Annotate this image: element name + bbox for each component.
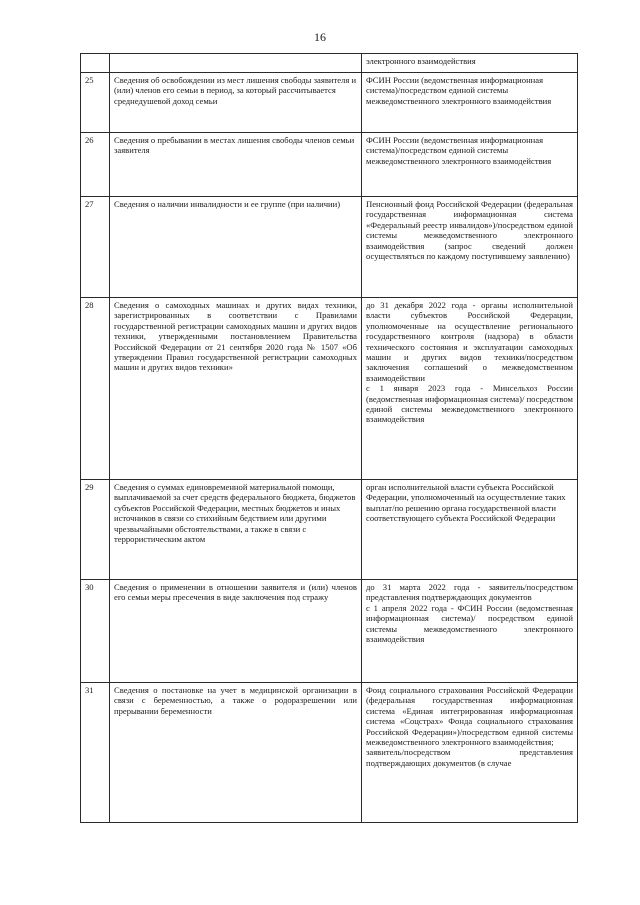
- record-name: Сведения о суммах единовременной материальной помощи, выплачиваемой за счет средств федерального бюджета, бюджетов субъектов Российской Федерации, местных бюджетов и иных источников в связи со стихийным бедствием или другими чрезвычайными обстоятельствами, а также в связи с террористическим актом: [110, 480, 362, 580]
- row-number: 31: [81, 683, 110, 823]
- record-name: Сведения о самоходных машинах и других видах техники, зарегистрированных в соответствии с Правилами государственной регистрации самоходных машин и других видов техники, утвержденными постановлением Правительства Российской Федерации от 21 сентября 2020 года № 1507 «Об утверждении Правил государственной регистрации самоходных машин и других видов техники»: [110, 298, 362, 480]
- table-row: [81, 197, 578, 298]
- record-source: [362, 298, 578, 480]
- source-text: орган исполнительной власти субъекта Российской Федерации, уполномоченный на осуществление таких выплат/по решению органа государственной власти соответствующего субъекта Российской Федерации: [366, 482, 566, 524]
- row-number: 28: [81, 298, 110, 480]
- record-source: [362, 480, 578, 580]
- row-number: 30: [81, 580, 110, 683]
- row-number: 25: [81, 73, 110, 133]
- record-name: Сведения о наличии инвалидности и ее группе (при наличии): [110, 197, 362, 298]
- table-row: [81, 73, 578, 133]
- table-row: [81, 54, 578, 73]
- record-name: Сведения о применении в отношении заявителя и (или) членов его семьи меры пресечения в виде заключения под стражу: [110, 580, 362, 683]
- record-name: Сведения о пребывании в местах лишения свободы членов семьи заявителя: [110, 133, 362, 197]
- source-text: с 1 апреля 2022 года - ФСИН России (ведомственная информационная система)/ посредством единой системы межведомственного электронного взаимодействия: [366, 602, 573, 645]
- source-text: с 1 января 2023 года - Минсельхоз России (ведомственная информационная система)/ посредством единой системы межведомственного электронного взаимодействия: [366, 383, 573, 425]
- source-text: до 31 марта 2022 года - заявитель/посредством представления подтверждающих документов: [366, 582, 573, 603]
- record-source: [362, 197, 578, 298]
- record-name: [110, 54, 362, 73]
- row-number: 27: [81, 197, 110, 298]
- row-number: 26: [81, 133, 110, 197]
- record-source: [362, 54, 578, 73]
- source-text: до 31 декабря 2022 года - органы исполнительной власти субъектов Российской Федерации, уполномоченные на осуществление регионального государственного контроля (надзора) в области технического состояния и эксплуатации самоходных машин и других видов техники/посредством заключения соглашений о межведомственном взаимодействии: [366, 300, 573, 383]
- source-text: заявитель/посредством представления подтверждающих документов (в случае: [366, 747, 573, 768]
- source-text: ФСИН России (ведомственная информационная система)/посредством единой системы межведомственного электронного взаимодействия: [366, 135, 552, 166]
- source-text: Фонд социального страхования Российской Федерации (федеральная государственная информационная система «Единая интегрированная информационная система «Соцстрах» Фонда социального страхования Российской Федерации»)/посредством единой системы межведомственного электронного взаимодействия;: [366, 685, 573, 748]
- source-text: Пенсионный фонд Российской Федерации (федеральная государственная информационная система «Федеральный реестр инвалидов»)/посредством единой системы межведомственного электронного взаимодействия (запрос сведений должен осуществляться по каждому поступившему заявлению): [366, 199, 573, 262]
- source-text: электронного взаимодействия: [366, 56, 476, 66]
- table-row: [81, 298, 578, 480]
- row-number: [81, 54, 110, 73]
- record-source: [362, 580, 578, 683]
- table-row: [81, 480, 578, 580]
- record-source: [362, 133, 578, 197]
- record-source: [362, 683, 578, 823]
- records-table: [80, 53, 578, 823]
- record-source: [362, 73, 578, 133]
- table-row: [81, 133, 578, 197]
- table-row: [81, 683, 578, 823]
- record-name: Сведения об освобождении из мест лишения свободы заявителя и (или) членов его семьи в период, за который рассчитывается среднедушевой доход семьи: [110, 73, 362, 133]
- record-name: Сведения о постановке на учет в медицинской организации в связи с беременностью, а также о родоразрешении или прерывании беременности: [110, 683, 362, 823]
- page-number: 16: [314, 30, 326, 44]
- source-text: ФСИН России (ведомственная информационная система)/посредством единой системы межведомственного электронного взаимодействия: [366, 75, 552, 106]
- row-number: 29: [81, 480, 110, 580]
- table-row: [81, 580, 578, 683]
